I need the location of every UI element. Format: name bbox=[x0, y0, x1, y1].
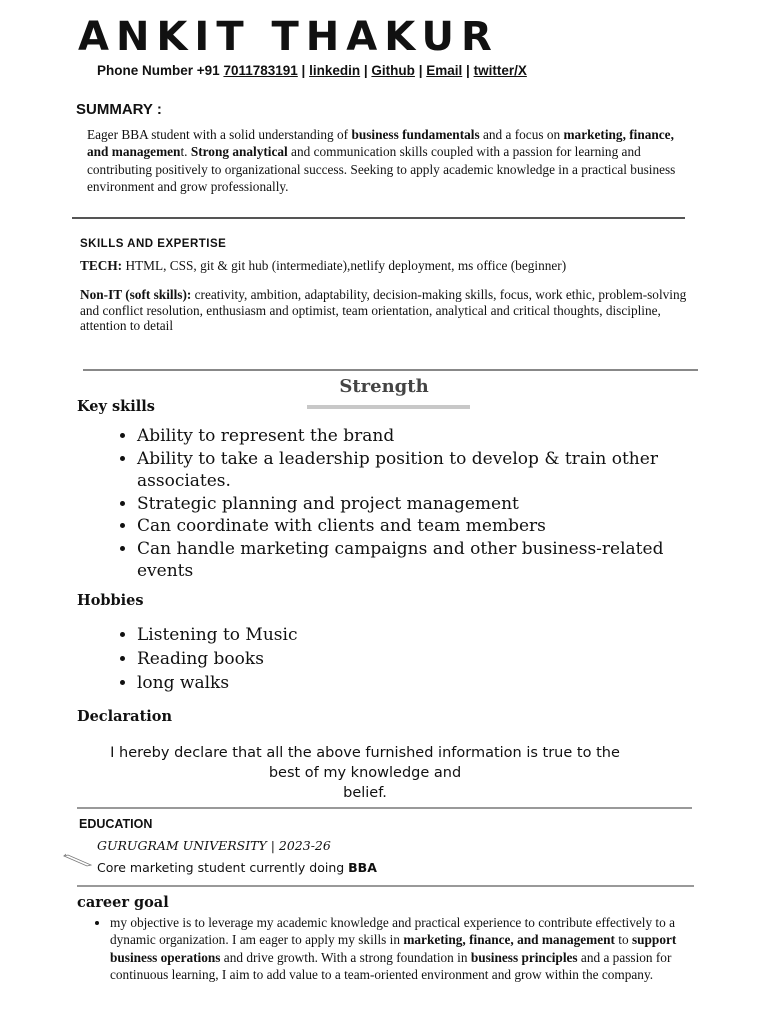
key-skills-list bbox=[77, 425, 682, 583]
divider bbox=[77, 885, 694, 887]
divider bbox=[77, 807, 692, 809]
heading-underline bbox=[307, 405, 470, 409]
separator: | bbox=[466, 63, 470, 78]
list-item: • Can handle marketing campaigns and other business-related events bbox=[137, 538, 682, 583]
divider bbox=[83, 369, 698, 371]
contact-line bbox=[97, 63, 527, 78]
key-skills-label: Key skills bbox=[77, 398, 155, 415]
list-item: • Can coordinate with clients and team members bbox=[137, 515, 682, 538]
pen-icon bbox=[63, 853, 93, 873]
divider bbox=[72, 217, 685, 219]
phone-label: Phone Number +91 bbox=[97, 63, 220, 78]
list-item: • Reading books bbox=[137, 647, 537, 671]
github-link[interactable]: Github bbox=[371, 63, 415, 78]
list-item: • long walks bbox=[137, 671, 537, 695]
twitter-link[interactable]: twitter/X bbox=[473, 63, 527, 78]
education-detail: Core marketing student currently doing BBA bbox=[97, 860, 377, 875]
summary-paragraph: Eager BBA student with a solid understanding of business fundamentals and a focus on marketing, finance, and management. Strong analytical and communication skills coupled with a passion for learning and contributing positively to organizational success. Seeking to apply academic knowledge in a practical business environment and grow professionally. bbox=[87, 127, 676, 195]
career-goal-label: career goal bbox=[77, 894, 169, 911]
tech-skills: TECH: HTML, CSS, git & git hub (intermediate),netlify deployment, ms office (beginner) bbox=[80, 258, 567, 273]
separator: | bbox=[363, 63, 368, 78]
declaration-label: Declaration bbox=[77, 708, 172, 725]
hobbies-list bbox=[77, 623, 537, 695]
university: GURUGRAM UNIVERSITY | 2023-26 bbox=[97, 838, 331, 853]
soft-skills: Non-IT (soft skills): creativity, ambition, adaptability, decision-making skills, focus, work ethic, problem-solving and conflict resolution, enthusiasm and optimist, team orientation, analytical and critical thoughts, discipline, attention to detail bbox=[80, 287, 687, 333]
list-item: • Ability to represent the brand bbox=[137, 425, 682, 448]
career-goal-list bbox=[90, 914, 720, 984]
candidate-name: ANKIT THAKUR bbox=[78, 14, 499, 60]
list-item: • Listening to Music bbox=[137, 623, 537, 647]
strength-heading: Strength bbox=[339, 376, 429, 397]
separator: | bbox=[418, 63, 423, 78]
email-link[interactable]: Email bbox=[426, 63, 463, 78]
separator: | bbox=[301, 63, 306, 78]
declaration-text: I hereby declare that all the above furnished information is true to the best of my knowledge and belief. bbox=[110, 745, 620, 801]
list-item: • my objective is to leverage my academic knowledge and practical experience to contribute effectively to a dynamic organization. I am eager to apply my skills in marketing, finance, and management to support business operations and drive growth. With a strong foundation in business principles and a passion for continuous learning, I aim to add value to a team-oriented environment and grow within the company. bbox=[110, 914, 720, 984]
phone-link[interactable]: 7011783191 bbox=[223, 63, 298, 78]
hobbies-label: Hobbies bbox=[77, 592, 144, 609]
list-item: • Ability to take a leadership position to develop & train other associates. bbox=[137, 448, 682, 493]
skills-heading: SKILLS AND EXPERTISE bbox=[80, 238, 227, 250]
list-item: • Strategic planning and project management bbox=[137, 493, 682, 516]
linkedin-link[interactable]: linkedin bbox=[309, 63, 361, 78]
summary-heading: SUMMARY : bbox=[76, 101, 162, 118]
education-heading: EDUCATION bbox=[79, 817, 153, 831]
